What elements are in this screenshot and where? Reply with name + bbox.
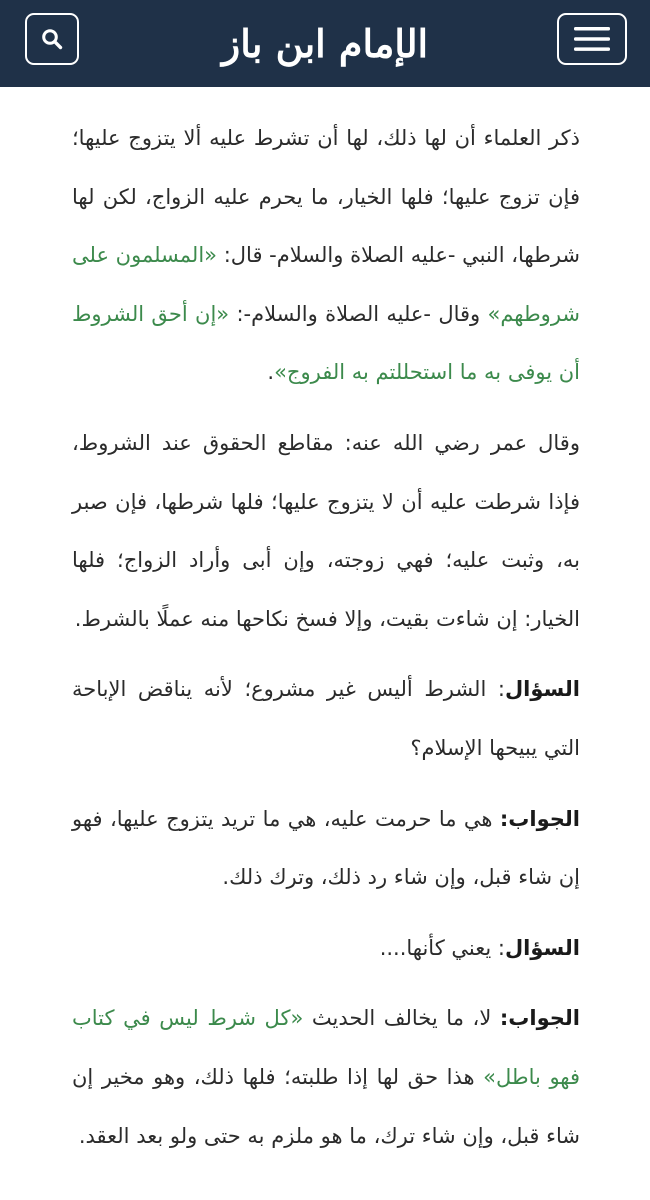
search-button[interactable] xyxy=(25,13,79,65)
search-icon xyxy=(41,28,63,50)
logo-text: الإمام ابن باز xyxy=(221,20,429,66)
answer-2 xyxy=(72,989,580,1165)
question-text: : الشرط أليس غير مشروع؛ لأنه يناقض الإباحة التي يبيحها الإسلام؟ xyxy=(72,677,580,760)
paragraph-1 xyxy=(72,109,580,402)
answer-text: هي ما حرمت عليه، هي ما تريد يتزوج عليها، فهو إن شاء قبل، وإن شاء رد ذلك، وترك ذلك. xyxy=(72,806,580,890)
answer-label: الجواب: xyxy=(499,1006,580,1031)
menu-button[interactable] xyxy=(557,13,627,65)
answer-text: لا، ما يخالف الحديث xyxy=(303,1006,500,1031)
top-header xyxy=(0,0,650,87)
question-label: السؤال xyxy=(504,935,580,960)
article-content xyxy=(0,87,650,1200)
question-1 xyxy=(72,660,580,777)
answer-label: الجواب: xyxy=(499,806,580,831)
question-text: : يعني كأنها.... xyxy=(379,935,505,960)
question-label: السؤال xyxy=(504,677,580,702)
paragraph-text: . xyxy=(267,360,275,385)
site-logo[interactable] xyxy=(150,6,500,80)
hadith-link[interactable]: «كل شرط ليس في كتاب فهو باطل» xyxy=(72,1006,581,1089)
paragraph-text: وقال -عليه الصلاة والسلام-: xyxy=(229,301,488,326)
paragraph-2 xyxy=(72,414,580,648)
hamburger-menu-icon xyxy=(574,27,610,51)
question-2 xyxy=(72,919,580,978)
paragraph-text: ذكر العلماء أن لها ذلك، لها أن تشرط عليه ألا يتزوج عليها؛ فإن تزوج عليها؛ فلها الخيار، ما يحرم عليه الزواج، لكن لها شرطها، النبي -عليه الصلاة والسلام- قال: xyxy=(72,126,580,268)
hadith-link[interactable]: «المسلمون على شروطهم» xyxy=(72,243,581,326)
answer-1 xyxy=(72,790,580,907)
hadith-link[interactable]: «إن أحق الشروط أن يوفى به ما استحللتم به الفروج» xyxy=(72,301,580,385)
answer-text: هذا حق لها إذا طلبته؛ فلها ذلك، وهو مخير إن شاء قبل، وإن شاء ترك، ما هو ملزم به حتى ولو بعد العقد. xyxy=(72,1064,580,1148)
paragraph-text: وقال عمر رضي الله عنه: مقاطع الحقوق عند الشروط، فإذا شرطت عليه أن لا يتزوج عليها؛ فلها شرطها، فإن صبر به، وثبت عليه؛ فهي زوجته، وإن أبى وأراد الزواج؛ فلها الخيار: إن شاءت بقيت، وإلا فسخ نكاحها منه عملًا بالشرط. xyxy=(72,430,580,631)
